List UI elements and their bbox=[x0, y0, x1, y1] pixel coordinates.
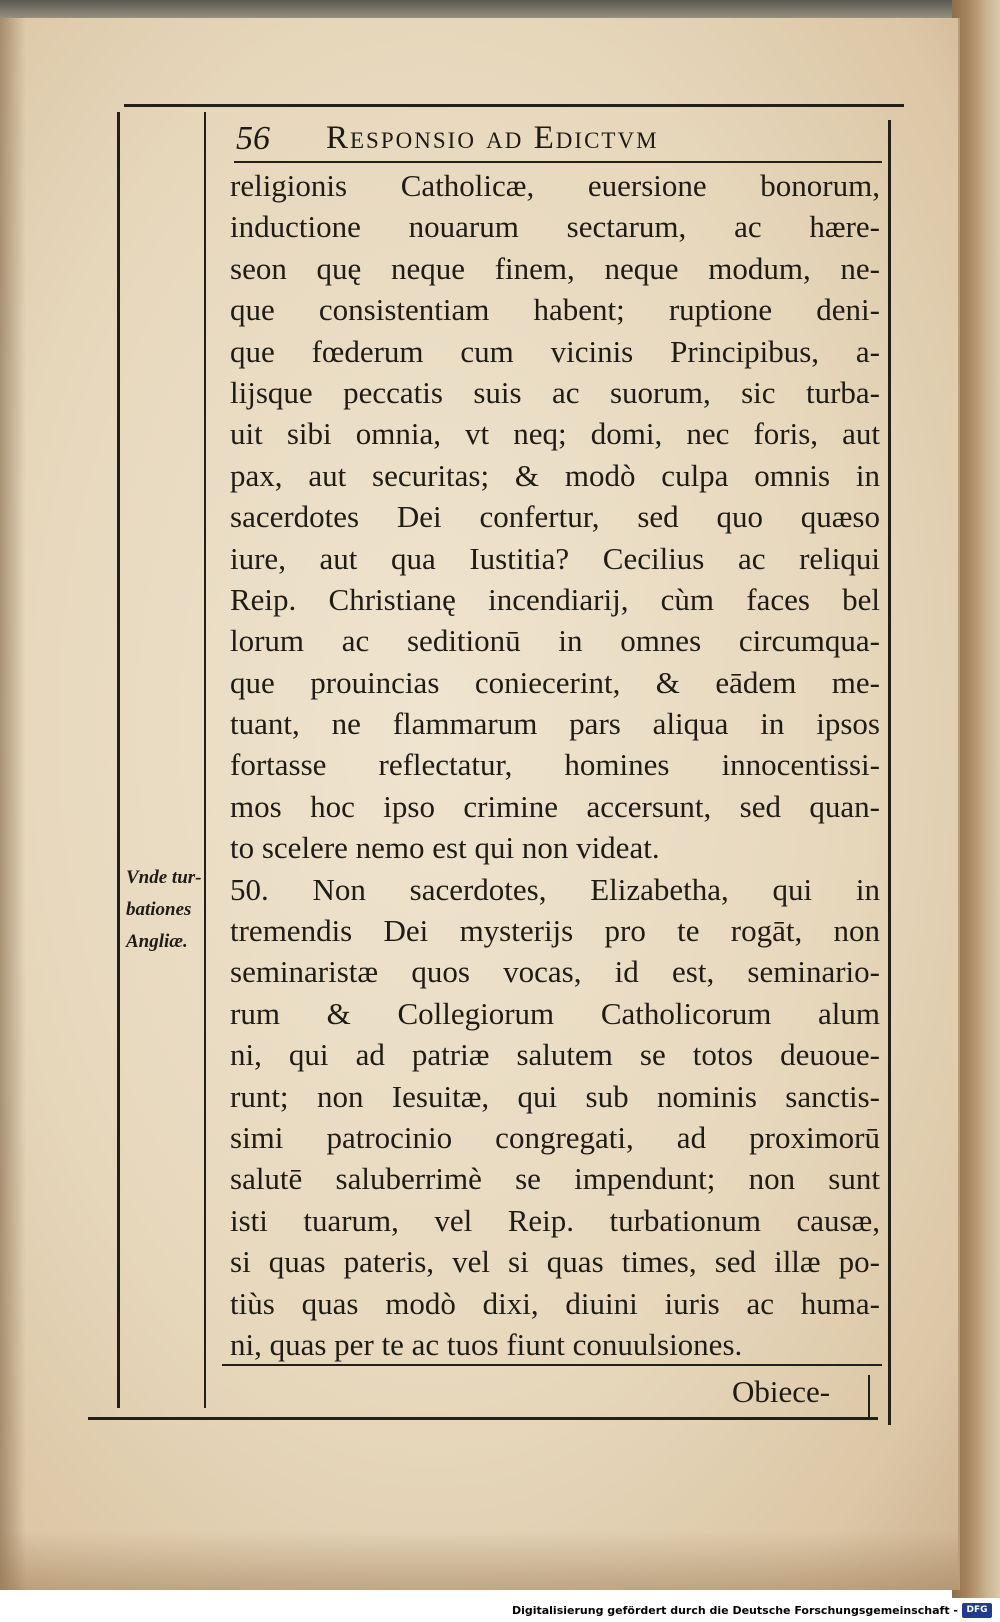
text-line: lorum ac seditionū in omnes circumqua- bbox=[230, 623, 880, 659]
digitization-credit: Digitalisierung gefördert durch die Deutsche Forschungsgemeinschaft - bbox=[511, 1604, 958, 1617]
text-line: seminaristæ quos vocas, id est, seminario- bbox=[230, 954, 880, 990]
text-line: uit sibi omnia, vt neq; domi, nec foris, aut bbox=[230, 416, 880, 452]
dfg-logo: DFG bbox=[962, 1603, 992, 1618]
text-line: que prouincias coniecerint, & eādem me- bbox=[230, 664, 880, 700]
frame-rule-top bbox=[124, 104, 904, 107]
text-line: 50. Non sacerdotes, Elizabetha, qui in bbox=[230, 871, 880, 907]
header-rule bbox=[234, 161, 882, 163]
text-line: seon quę neque finem, neque modum, ne- bbox=[230, 250, 880, 286]
text-line: isti tuarum, vel Reip. turbationum causæ, bbox=[230, 1202, 880, 1238]
text-line: tiùs quas modò dixi, diuini iuris ac huma- bbox=[230, 1285, 880, 1321]
body-text bbox=[230, 165, 880, 1365]
catchword: Obiece- bbox=[732, 1374, 831, 1409]
frame-rule-margin bbox=[204, 112, 206, 1408]
frame-rule-left bbox=[117, 112, 120, 1408]
text-line: runt; non Iesuitæ, qui sub nominis sanctis- bbox=[230, 1078, 880, 1114]
text-line: ni, quas per te ac tuos fiunt conuulsiones. bbox=[230, 1326, 743, 1362]
text-line: que consistentiam habent; ruptione deni- bbox=[230, 292, 880, 328]
gutter-shadow bbox=[0, 18, 26, 1590]
text-line: to scelere nemo est qui non videat. bbox=[230, 830, 660, 866]
page-number: 56 bbox=[236, 120, 270, 157]
text-line: rum & Collegiorum Catholicorum alum bbox=[230, 995, 880, 1031]
marginal-note-line: bationes bbox=[126, 899, 192, 920]
text-line: religionis Catholicæ, euersione bonorum, bbox=[230, 168, 880, 203]
marginal-note-line: Angliæ. bbox=[126, 931, 188, 952]
text-line: Reip. Christianę incendiarij, cùm faces bel bbox=[230, 581, 880, 617]
catchword-rule bbox=[868, 1375, 870, 1417]
marginal-note-line: Vnde tur- bbox=[126, 867, 202, 888]
text-line: salutē saluberrimè se impendunt; non sunt bbox=[230, 1161, 880, 1197]
text-line: ni, qui ad patriæ salutem se totos deuoue- bbox=[230, 1037, 880, 1073]
text-line: simi patrocinio congregati, ad proximorū bbox=[230, 1119, 880, 1155]
text-line: inductione nouarum sectarum, ac hære- bbox=[230, 209, 880, 245]
text-line: tuant, ne flammarum pars aliqua in ipsos bbox=[230, 706, 880, 742]
text-line: si quas pateris, vel si quas times, sed illæ po- bbox=[230, 1244, 880, 1280]
text-line: pax, aut securitas; & modò culpa omnis in bbox=[230, 457, 880, 493]
text-line: que fœderum cum vicinis Principibus, a- bbox=[230, 333, 880, 369]
text-line: tremendis Dei mysterijs pro te rogāt, non bbox=[230, 913, 880, 949]
text-line: fortasse reflectatur, homines innocentissi- bbox=[230, 747, 880, 783]
running-title: Responsio ad Edictvm bbox=[326, 120, 659, 156]
text-line: sacerdotes Dei confertur, sed quo quæso bbox=[230, 499, 880, 535]
page-bottom-shadow bbox=[0, 1530, 958, 1590]
frame-rule-right bbox=[888, 120, 891, 1425]
text-line: mos hoc ipso crimine accersunt, sed quan- bbox=[230, 788, 880, 824]
marginal-note bbox=[126, 862, 204, 958]
text-line: lijsque peccatis suis ac suorum, sic turba- bbox=[230, 374, 880, 410]
text-line: iure, aut qua Iustitia? Cecilius ac reliqui bbox=[230, 540, 880, 576]
frame-rule-bottom bbox=[88, 1417, 878, 1420]
